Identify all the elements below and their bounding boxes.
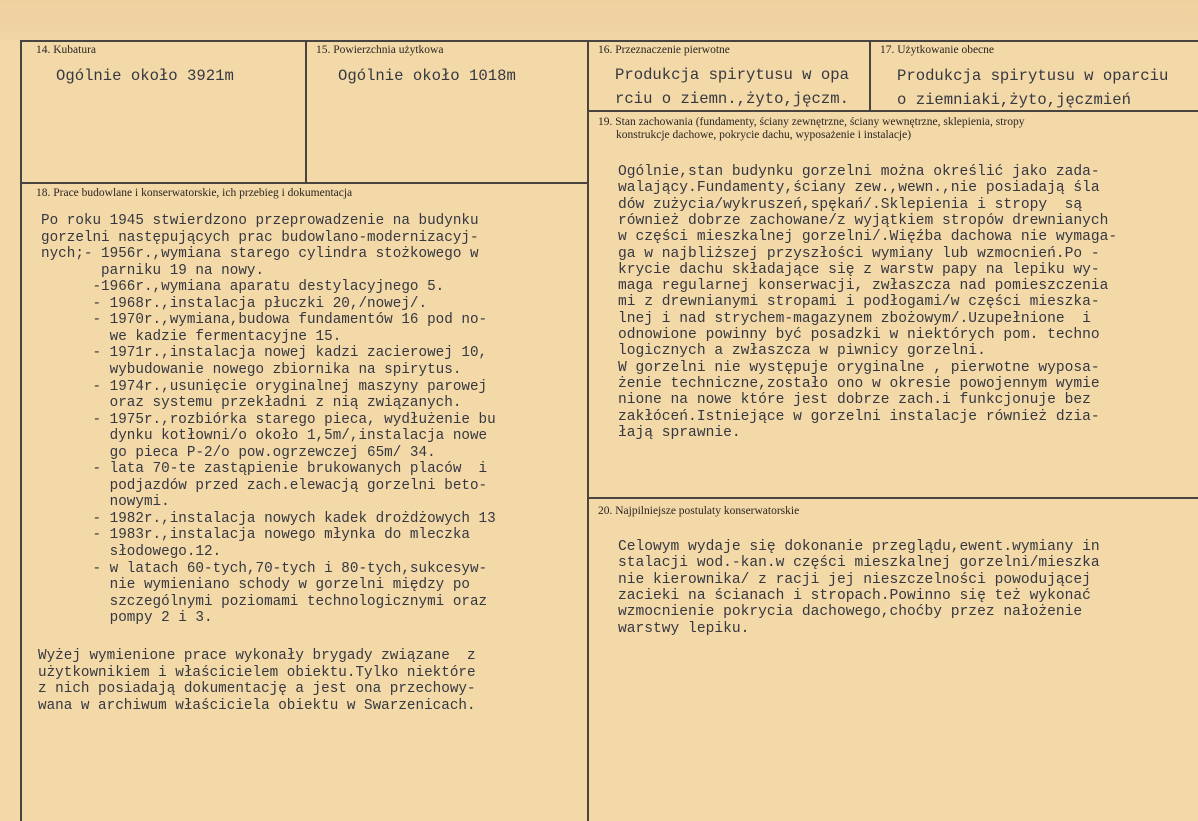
- condition-line: w części mieszkalnej gorzelni/.Więźba dachowa nie wymaga-: [618, 229, 1118, 246]
- postulates-line: wzmocnienie pokrycia dachowego,choćby przez nałożenie: [618, 604, 1083, 621]
- construction-works-label: 18. Prace budowlane i konserwatorskie, ich przebieg i dokumentacja: [36, 187, 353, 199]
- construction-works-line: - 1968r.,instalacja płuczki 20,/nowej/.: [41, 295, 428, 312]
- grid-line-left: [20, 40, 22, 821]
- kubatura-value: Ogólnie około 3921m: [56, 67, 234, 85]
- current-use-label: 17. Użytkowanie obecne: [880, 44, 995, 56]
- construction-works-line: dynku kotłowni/o około 1,5m/,instalacja nowe: [41, 428, 488, 445]
- construction-works-line: - 1974r.,usunięcie oryginalnej maszyny parowej: [41, 378, 488, 395]
- construction-works-line: go pieca P-2/o pow.ogrzewczej 65m/ 34.: [41, 444, 436, 461]
- original-purpose-label: 16. Przeznaczenie pierwotne: [598, 44, 730, 56]
- condition-line: ga w najbliższej przyszłości wymiany lub wzmocnień.Po -: [618, 245, 1100, 262]
- postulates-line: warstwy lepiku.: [618, 620, 750, 637]
- construction-works-line: nych;- 1956r.,wymiana starego cylindra stożkowego w: [41, 246, 479, 263]
- condition-line: dów zużycia/wykruszeń,spękań/.Sklepienia i stropy są: [618, 196, 1083, 213]
- current-use-line: o ziemniaki,żyto,jęczmień: [897, 91, 1131, 109]
- construction-works-line: podjazdów przed zach.elewacją gorzelni beto-: [41, 477, 488, 494]
- construction-works-line: -1966r.,wymiana aparatu destylacyjnego 5.: [41, 279, 445, 296]
- grid-line-col3: [869, 40, 871, 110]
- construction-works-line: pompy 2 i 3.: [41, 610, 213, 627]
- construction-works-closing-line: Wyżej wymienione prace wykonały brygady związane z: [38, 648, 476, 664]
- construction-works-line: gorzelni następujących prac budowlano-modernizacyj-: [41, 229, 479, 246]
- postulates-line: stalacji wod.-kan.w części mieszkalnej gorzelni/mieszka: [618, 555, 1100, 572]
- kubatura-label: 14. Kubatura: [36, 44, 97, 56]
- condition-line: odnowione powinny być posadzki w niektórych pom. techno: [618, 327, 1100, 343]
- condition-line: krycie dachu składające się z warstw papy na lepiku wy-: [618, 261, 1100, 278]
- construction-works-line: we kadzie fermentacyjne 15.: [41, 328, 342, 345]
- condition-line: logicznych a zwłaszcza w piwnicy gorzelni.: [618, 343, 986, 360]
- condition-line: maga regularnej konserwacji, zwłaszcza nad pomieszczenia: [618, 278, 1109, 295]
- usable-area-value: Ogólnie około 1018m: [338, 67, 516, 85]
- postulates-line: nie kierownika/ z racji jej nieszczelności powodującej: [618, 571, 1091, 588]
- current-use-line: Produkcja spirytusu w oparciu: [897, 67, 1169, 85]
- construction-works-line: - 1970r.,wymiana,budowa fundamentów 16 pod no-: [41, 312, 488, 329]
- condition-label-line1: 19. Stan zachowania (fundamenty, ściany zewnętrzne, ściany wewnętrzne, sklepienia, stropy: [598, 116, 1025, 128]
- construction-works-closing-line: wana w archiwum właściciela obiektu w Swarzenicach.: [38, 697, 476, 714]
- construction-works-line: szczególnymi poziomami technologicznymi oraz: [41, 593, 488, 610]
- grid-line-col2: [587, 40, 589, 821]
- grid-line-top: [20, 40, 1198, 42]
- construction-works-line: parniku 19 na nowy.: [41, 262, 265, 279]
- condition-line: również dobrze zachowane/z wyjątkiem stropów drewnianych: [618, 212, 1109, 229]
- postulates-line: Celowym wydaje się dokonanie przeglądu,ewent.wymiany in: [618, 539, 1100, 555]
- construction-works-closing-line: użytkownikiem i właścicielem obiektu.Tylko niektóre: [38, 664, 476, 681]
- construction-works-line: wybudowanie nowego zbiornika na spirytus.: [41, 361, 462, 378]
- condition-line: żenie techniczne,zostało ono w okresie powojennym wymie: [618, 375, 1100, 392]
- construction-works-line: - lata 70-te zastąpienie brukowanych placów i: [41, 461, 488, 478]
- construction-works-line: nowymi.: [41, 494, 170, 511]
- construction-works-line: - 1975r.,rozbiórka starego pieca, wydłużenie bu: [41, 411, 496, 428]
- construction-works-line: nie wymieniano schody w gorzelni między po: [41, 577, 470, 594]
- construction-works-line: - 1982r.,instalacja nowych kadek drożdżowych 13: [41, 510, 496, 527]
- condition-line: nione na nowe które jest dobrze zach.i funkcjonuje bez: [618, 392, 1091, 409]
- condition-line: łają sprawnie.: [618, 424, 741, 441]
- construction-works-line: oraz systemu przekładni z nią związanych.: [41, 395, 462, 412]
- construction-works-closing-line: z nich posiadają dokumentację a jest ona przechowy-: [38, 681, 476, 698]
- condition-line: walający.Fundamenty,ściany zew.,wewn.,nie posiadają śla: [618, 180, 1100, 197]
- original-purpose-line: rciu o ziemn.,żyto,jęczm.: [615, 90, 849, 108]
- grid-line-row1-right: [588, 110, 1198, 112]
- top-edge: [0, 0, 1198, 40]
- original-purpose-line: Produkcja spirytusu w opa: [615, 66, 849, 84]
- condition-label-line2: konstrukcje dachowe, pokrycie dachu, wyposażenie i instalacje): [616, 129, 912, 141]
- condition-line: lnej i nad strychem-magazynem zbożowym/.Uzupełnione i: [618, 310, 1091, 327]
- grid-line-col1: [305, 40, 307, 182]
- construction-works-line: - w latach 60-tych,70-tych i 80-tych,sukcesyw-: [41, 560, 488, 577]
- postulates-label: 20. Najpilniejsze postulaty konserwatorskie: [598, 505, 800, 517]
- condition-line: W gorzelni nie występuje oryginalne , pierwotne wyposa-: [618, 359, 1100, 376]
- construction-works-line: - 1983r.,instalacja nowego młynka do mleczka: [41, 527, 470, 544]
- condition-line: Ogólnie,stan budynku gorzelni można określić jako zada-: [618, 164, 1100, 180]
- grid-line-row1: [20, 182, 588, 184]
- grid-line-row2-right: [588, 497, 1198, 499]
- construction-works-line: słodowego.12.: [41, 544, 222, 560]
- condition-line: zakłóceń.Istniejące w gorzelni instalacje również dzia-: [618, 408, 1100, 425]
- condition-line: mi z drewnianymi stropami i podłogami/w części mieszka-: [618, 294, 1100, 311]
- construction-works-line: Po roku 1945 stwierdzono przeprowadzenie na budynku: [41, 213, 479, 229]
- construction-works-line: - 1971r.,instalacja nowej kadzi zacierowej 10,: [41, 345, 488, 362]
- usable-area-label: 15. Powierzchnia użytkowa: [316, 44, 444, 56]
- postulates-line: zacieki na ścianach i stropach.Powinno się też wykonać: [618, 587, 1091, 604]
